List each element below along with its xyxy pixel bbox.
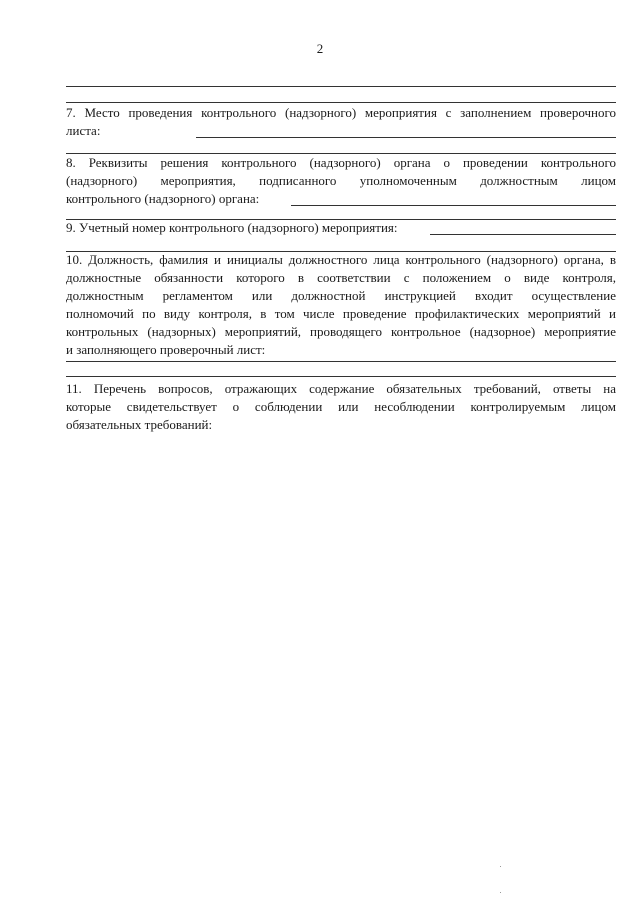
section-10-line-4: полномочий по виду контроля, в том числе проведение профилактических мероприятий и bbox=[66, 306, 616, 321]
section-11-line-1: 11. Перечень вопросов, отражающих содержание обязательных требований, ответы на bbox=[66, 381, 616, 396]
scan-speck bbox=[500, 866, 501, 867]
section-7-fill-line[interactable] bbox=[196, 137, 616, 138]
section-7-line-2: листа: bbox=[66, 123, 101, 138]
section-9-fill-line[interactable] bbox=[430, 234, 616, 235]
section-8-line-1: 8. Реквизиты решения контрольного (надзорного) органа о проведении контрольного bbox=[66, 155, 616, 170]
section-9-line-1: 9. Учетный номер контрольного (надзорного) мероприятия: bbox=[66, 220, 398, 235]
section-10-line-5: контрольных (надзорных) мероприятий, проводящего контрольное (надзорное) мероприятие bbox=[66, 324, 616, 339]
section-10-line-2: должностные обязанности которого в соответствии с положением о виде контроля, bbox=[66, 270, 616, 285]
page-number: 2 bbox=[316, 41, 324, 56]
section-11-line-3: обязательных требований: bbox=[66, 417, 213, 432]
section-8-line-3: контрольного (надзорного) органа: bbox=[66, 191, 260, 206]
section-10-line-6: и заполняющего проверочный лист: bbox=[66, 342, 266, 357]
section-8 bbox=[66, 154, 616, 190]
section-10-line-3: должностным регламентом или должностной инструкцией входит осуществление bbox=[66, 288, 616, 303]
section-10 bbox=[66, 251, 616, 359]
separator-line bbox=[66, 102, 616, 103]
scan-speck bbox=[500, 892, 501, 893]
section-10-line-1: 10. Должность, фамилия и инициалы должностного лица контрольного (надзорного) органа, в bbox=[66, 252, 616, 267]
section-11 bbox=[66, 380, 616, 434]
section-10-fill-line[interactable] bbox=[66, 361, 616, 362]
separator-line bbox=[66, 86, 616, 87]
separator-line bbox=[66, 376, 616, 377]
section-7-line-1: 7. Место проведения контрольного (надзорного) мероприятия с заполнением проверочного bbox=[66, 105, 616, 120]
section-8-line-2: (надзорного) мероприятия, подписанного уполномоченным должностным лицом bbox=[66, 173, 616, 188]
section-7 bbox=[66, 104, 616, 122]
section-8-fill-line[interactable] bbox=[291, 205, 616, 206]
section-11-line-2: которые свидетельствует о соблюдении или несоблюдении контролируемым лицом bbox=[66, 399, 616, 414]
